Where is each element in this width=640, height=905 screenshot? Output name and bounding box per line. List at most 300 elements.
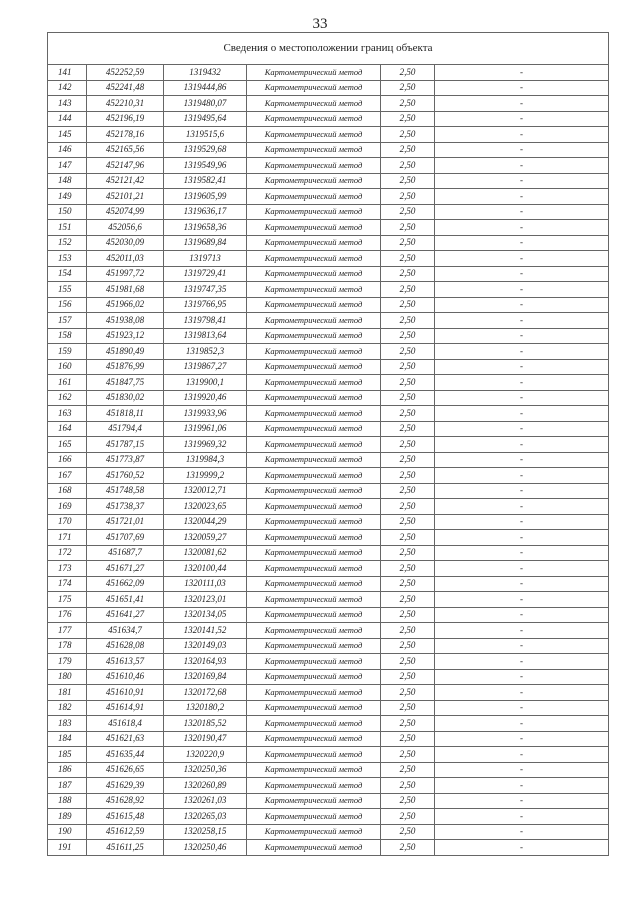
note-cell: -	[435, 220, 609, 236]
accuracy-cell: 2,50	[381, 731, 435, 747]
point-number-cell: 179	[48, 654, 87, 670]
accuracy-cell: 2,50	[381, 561, 435, 577]
y-coordinate-cell: 1319747,35	[164, 282, 247, 298]
note-cell: -	[435, 235, 609, 251]
x-coordinate-cell: 451641,27	[87, 607, 164, 623]
y-coordinate-cell: 1320023,65	[164, 499, 247, 515]
y-coordinate-cell: 1320044,29	[164, 514, 247, 530]
method-cell: Картометрический метод	[247, 545, 381, 561]
method-cell: Картометрический метод	[247, 158, 381, 174]
accuracy-cell: 2,50	[381, 468, 435, 484]
point-number-cell: 152	[48, 235, 87, 251]
y-coordinate-cell: 1320149,03	[164, 638, 247, 654]
table-row	[48, 328, 609, 344]
table-row	[48, 514, 609, 530]
x-coordinate-cell: 452196,19	[87, 111, 164, 127]
table-row	[48, 251, 609, 267]
table-row	[48, 700, 609, 716]
point-number-cell: 181	[48, 685, 87, 701]
x-coordinate-cell: 451794,4	[87, 421, 164, 437]
method-cell: Картометрический метод	[247, 111, 381, 127]
y-coordinate-cell: 1320059,27	[164, 530, 247, 546]
y-coordinate-cell: 1320265,03	[164, 809, 247, 825]
point-number-cell: 173	[48, 561, 87, 577]
note-cell: -	[435, 142, 609, 158]
y-coordinate-cell: 1320111,03	[164, 576, 247, 592]
note-cell: -	[435, 437, 609, 453]
point-number-cell: 161	[48, 375, 87, 391]
x-coordinate-cell: 451687,7	[87, 545, 164, 561]
x-coordinate-cell: 451612,59	[87, 824, 164, 840]
point-number-cell: 170	[48, 514, 87, 530]
table-row	[48, 406, 609, 422]
table-row	[48, 607, 609, 623]
accuracy-cell: 2,50	[381, 235, 435, 251]
x-coordinate-cell: 451626,65	[87, 762, 164, 778]
accuracy-cell: 2,50	[381, 390, 435, 406]
accuracy-cell: 2,50	[381, 375, 435, 391]
y-coordinate-cell: 1319636,17	[164, 204, 247, 220]
method-cell: Картометрический метод	[247, 344, 381, 360]
y-coordinate-cell: 1319495,64	[164, 111, 247, 127]
accuracy-cell: 2,50	[381, 204, 435, 220]
point-number-cell: 184	[48, 731, 87, 747]
point-number-cell: 160	[48, 359, 87, 375]
table-row	[48, 142, 609, 158]
point-number-cell: 164	[48, 421, 87, 437]
accuracy-cell: 2,50	[381, 762, 435, 778]
x-coordinate-cell: 452252,59	[87, 65, 164, 81]
point-number-cell: 180	[48, 669, 87, 685]
note-cell: -	[435, 452, 609, 468]
method-cell: Картометрический метод	[247, 747, 381, 763]
accuracy-cell: 2,50	[381, 359, 435, 375]
point-number-cell: 143	[48, 96, 87, 112]
table-row	[48, 716, 609, 732]
table-row	[48, 638, 609, 654]
table-row	[48, 747, 609, 763]
x-coordinate-cell: 452147,96	[87, 158, 164, 174]
y-coordinate-cell: 1319658,36	[164, 220, 247, 236]
method-cell: Картометрический метод	[247, 80, 381, 96]
x-coordinate-cell: 451671,27	[87, 561, 164, 577]
note-cell: -	[435, 793, 609, 809]
method-cell: Картометрический метод	[247, 824, 381, 840]
x-coordinate-cell: 451651,41	[87, 592, 164, 608]
x-coordinate-cell: 452241,48	[87, 80, 164, 96]
method-cell: Картометрический метод	[247, 638, 381, 654]
note-cell: -	[435, 824, 609, 840]
method-cell: Картометрический метод	[247, 499, 381, 515]
x-coordinate-cell: 451721,01	[87, 514, 164, 530]
accuracy-cell: 2,50	[381, 778, 435, 794]
x-coordinate-cell: 451611,25	[87, 840, 164, 856]
method-cell: Картометрический метод	[247, 840, 381, 856]
table-row	[48, 375, 609, 391]
point-number-cell: 189	[48, 809, 87, 825]
accuracy-cell: 2,50	[381, 189, 435, 205]
note-cell: -	[435, 592, 609, 608]
accuracy-cell: 2,50	[381, 638, 435, 654]
table-row	[48, 111, 609, 127]
note-cell: -	[435, 809, 609, 825]
y-coordinate-cell: 1319999,2	[164, 468, 247, 484]
x-coordinate-cell: 452165,56	[87, 142, 164, 158]
x-coordinate-cell: 451662,09	[87, 576, 164, 592]
accuracy-cell: 2,50	[381, 142, 435, 158]
accuracy-cell: 2,50	[381, 173, 435, 189]
table-row	[48, 685, 609, 701]
x-coordinate-cell: 451621,63	[87, 731, 164, 747]
note-cell: -	[435, 623, 609, 639]
point-number-cell: 153	[48, 251, 87, 267]
note-cell: -	[435, 189, 609, 205]
point-number-cell: 183	[48, 716, 87, 732]
accuracy-cell: 2,50	[381, 545, 435, 561]
table-row	[48, 793, 609, 809]
point-number-cell: 166	[48, 452, 87, 468]
y-coordinate-cell: 1319813,64	[164, 328, 247, 344]
y-coordinate-cell: 1319480,07	[164, 96, 247, 112]
x-coordinate-cell: 451890,49	[87, 344, 164, 360]
y-coordinate-cell: 1320100,44	[164, 561, 247, 577]
note-cell: -	[435, 127, 609, 143]
accuracy-cell: 2,50	[381, 406, 435, 422]
accuracy-cell: 2,50	[381, 514, 435, 530]
y-coordinate-cell: 1320123,01	[164, 592, 247, 608]
note-cell: -	[435, 468, 609, 484]
table-row	[48, 96, 609, 112]
table-row	[48, 266, 609, 282]
method-cell: Картометрический метод	[247, 731, 381, 747]
y-coordinate-cell: 1319961,06	[164, 421, 247, 437]
note-cell: -	[435, 685, 609, 701]
note-cell: -	[435, 840, 609, 856]
y-coordinate-cell: 1319515,6	[164, 127, 247, 143]
point-number-cell: 144	[48, 111, 87, 127]
accuracy-cell: 2,50	[381, 421, 435, 437]
point-number-cell: 147	[48, 158, 87, 174]
note-cell: -	[435, 669, 609, 685]
note-cell: -	[435, 716, 609, 732]
x-coordinate-cell: 451847,75	[87, 375, 164, 391]
x-coordinate-cell: 451876,99	[87, 359, 164, 375]
table-row	[48, 530, 609, 546]
x-coordinate-cell: 451618,4	[87, 716, 164, 732]
x-coordinate-cell: 451981,68	[87, 282, 164, 298]
x-coordinate-cell: 451610,91	[87, 685, 164, 701]
table-row	[48, 809, 609, 825]
point-number-cell: 186	[48, 762, 87, 778]
accuracy-cell: 2,50	[381, 809, 435, 825]
note-cell: -	[435, 158, 609, 174]
x-coordinate-cell: 452101,21	[87, 189, 164, 205]
accuracy-cell: 2,50	[381, 344, 435, 360]
x-coordinate-cell: 451760,52	[87, 468, 164, 484]
x-coordinate-cell: 451773,87	[87, 452, 164, 468]
note-cell: -	[435, 313, 609, 329]
point-number-cell: 157	[48, 313, 87, 329]
method-cell: Картометрический метод	[247, 189, 381, 205]
accuracy-cell: 2,50	[381, 592, 435, 608]
table-row	[48, 359, 609, 375]
accuracy-cell: 2,50	[381, 793, 435, 809]
y-coordinate-cell: 1320250,36	[164, 762, 247, 778]
method-cell: Картометрический метод	[247, 359, 381, 375]
accuracy-cell: 2,50	[381, 654, 435, 670]
method-cell: Картометрический метод	[247, 483, 381, 499]
x-coordinate-cell: 451966,02	[87, 297, 164, 313]
accuracy-cell: 2,50	[381, 158, 435, 174]
note-cell: -	[435, 111, 609, 127]
x-coordinate-cell: 451615,48	[87, 809, 164, 825]
table-row	[48, 344, 609, 360]
y-coordinate-cell: 1320180,2	[164, 700, 247, 716]
method-cell: Картометрический метод	[247, 406, 381, 422]
x-coordinate-cell: 451629,39	[87, 778, 164, 794]
accuracy-cell: 2,50	[381, 80, 435, 96]
y-coordinate-cell: 1320164,93	[164, 654, 247, 670]
y-coordinate-cell: 1319549,96	[164, 158, 247, 174]
point-number-cell: 171	[48, 530, 87, 546]
x-coordinate-cell: 451610,46	[87, 669, 164, 685]
point-number-cell: 158	[48, 328, 87, 344]
table-row	[48, 576, 609, 592]
point-number-cell: 174	[48, 576, 87, 592]
point-number-cell: 150	[48, 204, 87, 220]
note-cell: -	[435, 204, 609, 220]
point-number-cell: 145	[48, 127, 87, 143]
y-coordinate-cell: 1319867,27	[164, 359, 247, 375]
table-row	[48, 127, 609, 143]
accuracy-cell: 2,50	[381, 251, 435, 267]
accuracy-cell: 2,50	[381, 669, 435, 685]
method-cell: Картометрический метод	[247, 266, 381, 282]
method-cell: Картометрический метод	[247, 437, 381, 453]
page-number: 33	[312, 16, 328, 32]
x-coordinate-cell: 451628,08	[87, 638, 164, 654]
x-coordinate-cell: 451738,37	[87, 499, 164, 515]
method-cell: Картометрический метод	[247, 282, 381, 298]
table-row	[48, 824, 609, 840]
point-number-cell: 187	[48, 778, 87, 794]
method-cell: Картометрический метод	[247, 778, 381, 794]
y-coordinate-cell: 1320258,15	[164, 824, 247, 840]
x-coordinate-cell: 451635,44	[87, 747, 164, 763]
note-cell: -	[435, 499, 609, 515]
method-cell: Картометрический метод	[247, 669, 381, 685]
method-cell: Картометрический метод	[247, 127, 381, 143]
point-number-cell: 175	[48, 592, 87, 608]
note-cell: -	[435, 359, 609, 375]
table-row	[48, 468, 609, 484]
accuracy-cell: 2,50	[381, 96, 435, 112]
method-cell: Картометрический метод	[247, 592, 381, 608]
point-number-cell: 142	[48, 80, 87, 96]
y-coordinate-cell: 1319984,3	[164, 452, 247, 468]
x-coordinate-cell: 451748,58	[87, 483, 164, 499]
method-cell: Картометрический метод	[247, 530, 381, 546]
method-cell: Картометрический метод	[247, 809, 381, 825]
accuracy-cell: 2,50	[381, 623, 435, 639]
accuracy-cell: 2,50	[381, 685, 435, 701]
y-coordinate-cell: 1319729,41	[164, 266, 247, 282]
table-row	[48, 390, 609, 406]
table-row	[48, 297, 609, 313]
y-coordinate-cell: 1320220,9	[164, 747, 247, 763]
note-cell: -	[435, 762, 609, 778]
method-cell: Картометрический метод	[247, 297, 381, 313]
accuracy-cell: 2,50	[381, 530, 435, 546]
x-coordinate-cell: 452210,31	[87, 96, 164, 112]
table-row	[48, 437, 609, 453]
boundary-coordinates-table	[47, 32, 609, 856]
y-coordinate-cell: 1319920,46	[164, 390, 247, 406]
note-cell: -	[435, 173, 609, 189]
y-coordinate-cell: 1320169,84	[164, 669, 247, 685]
x-coordinate-cell: 451787,15	[87, 437, 164, 453]
y-coordinate-cell: 1319798,41	[164, 313, 247, 329]
table-row	[48, 220, 609, 236]
table-row	[48, 778, 609, 794]
note-cell: -	[435, 65, 609, 81]
accuracy-cell: 2,50	[381, 607, 435, 623]
x-coordinate-cell: 452056,6	[87, 220, 164, 236]
y-coordinate-cell: 1319444,86	[164, 80, 247, 96]
accuracy-cell: 2,50	[381, 747, 435, 763]
y-coordinate-cell: 1320012,71	[164, 483, 247, 499]
method-cell: Картометрический метод	[247, 328, 381, 344]
point-number-cell: 155	[48, 282, 87, 298]
table-row	[48, 173, 609, 189]
accuracy-cell: 2,50	[381, 111, 435, 127]
x-coordinate-cell: 451830,02	[87, 390, 164, 406]
note-cell: -	[435, 545, 609, 561]
x-coordinate-cell: 451614,91	[87, 700, 164, 716]
table-row	[48, 204, 609, 220]
note-cell: -	[435, 778, 609, 794]
point-number-cell: 162	[48, 390, 87, 406]
accuracy-cell: 2,50	[381, 840, 435, 856]
table-row	[48, 282, 609, 298]
table-row	[48, 189, 609, 205]
y-coordinate-cell: 1320141,52	[164, 623, 247, 639]
point-number-cell: 167	[48, 468, 87, 484]
table-row	[48, 452, 609, 468]
table-row	[48, 421, 609, 437]
accuracy-cell: 2,50	[381, 716, 435, 732]
y-coordinate-cell: 1319969,32	[164, 437, 247, 453]
accuracy-cell: 2,50	[381, 700, 435, 716]
y-coordinate-cell: 1320261,03	[164, 793, 247, 809]
point-number-cell: 188	[48, 793, 87, 809]
table-row	[48, 669, 609, 685]
y-coordinate-cell: 1320250,46	[164, 840, 247, 856]
note-cell: -	[435, 514, 609, 530]
method-cell: Картометрический метод	[247, 375, 381, 391]
table-row	[48, 545, 609, 561]
method-cell: Картометрический метод	[247, 623, 381, 639]
point-number-cell: 185	[48, 747, 87, 763]
method-cell: Картометрический метод	[247, 390, 381, 406]
y-coordinate-cell: 1319766,95	[164, 297, 247, 313]
accuracy-cell: 2,50	[381, 313, 435, 329]
method-cell: Картометрический метод	[247, 235, 381, 251]
method-cell: Картометрический метод	[247, 173, 381, 189]
point-number-cell: 177	[48, 623, 87, 639]
note-cell: -	[435, 266, 609, 282]
note-cell: -	[435, 297, 609, 313]
note-cell: -	[435, 530, 609, 546]
x-coordinate-cell: 452030,09	[87, 235, 164, 251]
x-coordinate-cell: 451628,92	[87, 793, 164, 809]
table-row	[48, 623, 609, 639]
y-coordinate-cell: 1320260,89	[164, 778, 247, 794]
x-coordinate-cell: 452011,03	[87, 251, 164, 267]
accuracy-cell: 2,50	[381, 266, 435, 282]
point-number-cell: 163	[48, 406, 87, 422]
accuracy-cell: 2,50	[381, 297, 435, 313]
table-row	[48, 561, 609, 577]
accuracy-cell: 2,50	[381, 65, 435, 81]
method-cell: Картометрический метод	[247, 576, 381, 592]
table-row	[48, 762, 609, 778]
point-number-cell: 176	[48, 607, 87, 623]
y-coordinate-cell: 1320190,47	[164, 731, 247, 747]
note-cell: -	[435, 406, 609, 422]
accuracy-cell: 2,50	[381, 437, 435, 453]
x-coordinate-cell: 452074,99	[87, 204, 164, 220]
note-cell: -	[435, 96, 609, 112]
note-cell: -	[435, 731, 609, 747]
method-cell: Картометрический метод	[247, 96, 381, 112]
table-row	[48, 158, 609, 174]
y-coordinate-cell: 1320185,52	[164, 716, 247, 732]
table-row	[48, 592, 609, 608]
point-number-cell: 168	[48, 483, 87, 499]
y-coordinate-cell: 1319713	[164, 251, 247, 267]
method-cell: Картометрический метод	[247, 142, 381, 158]
note-cell: -	[435, 251, 609, 267]
method-cell: Картометрический метод	[247, 204, 381, 220]
x-coordinate-cell: 451997,72	[87, 266, 164, 282]
accuracy-cell: 2,50	[381, 483, 435, 499]
x-coordinate-cell: 452121,42	[87, 173, 164, 189]
table-title: Сведения о местоположении границ объекта	[48, 33, 609, 65]
note-cell: -	[435, 390, 609, 406]
method-cell: Картометрический метод	[247, 514, 381, 530]
point-number-cell: 178	[48, 638, 87, 654]
table-row	[48, 483, 609, 499]
note-cell: -	[435, 561, 609, 577]
note-cell: -	[435, 483, 609, 499]
accuracy-cell: 2,50	[381, 328, 435, 344]
accuracy-cell: 2,50	[381, 127, 435, 143]
note-cell: -	[435, 654, 609, 670]
y-coordinate-cell: 1319689,84	[164, 235, 247, 251]
method-cell: Картометрический метод	[247, 468, 381, 484]
method-cell: Картометрический метод	[247, 762, 381, 778]
note-cell: -	[435, 375, 609, 391]
point-number-cell: 172	[48, 545, 87, 561]
y-coordinate-cell: 1319432	[164, 65, 247, 81]
note-cell: -	[435, 607, 609, 623]
note-cell: -	[435, 328, 609, 344]
point-number-cell: 146	[48, 142, 87, 158]
x-coordinate-cell: 452178,16	[87, 127, 164, 143]
point-number-cell: 141	[48, 65, 87, 81]
method-cell: Картометрический метод	[247, 65, 381, 81]
